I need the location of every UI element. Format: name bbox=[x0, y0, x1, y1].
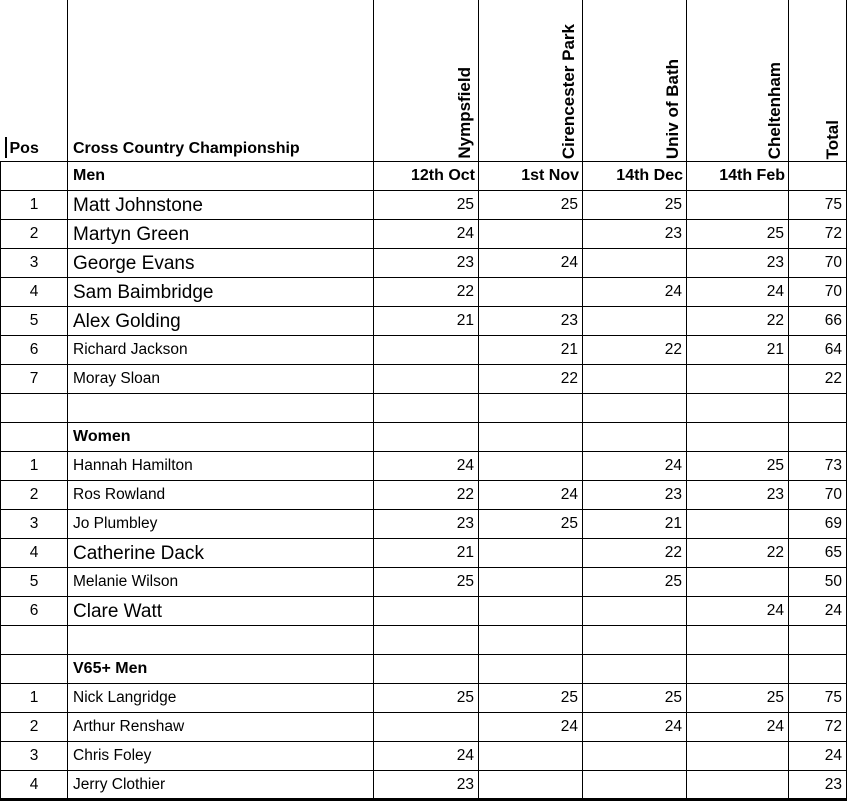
score-cell: 22 bbox=[374, 481, 479, 510]
score-cell bbox=[479, 278, 583, 307]
venue-label-cheltenham: Cheltenham bbox=[765, 61, 784, 159]
score-cell bbox=[479, 220, 583, 249]
entry-row bbox=[1, 684, 847, 713]
venue-header-cirencester-park bbox=[479, 0, 583, 162]
score-cell: 24 bbox=[687, 278, 789, 307]
spacer-row bbox=[1, 626, 847, 655]
text-cursor bbox=[5, 137, 7, 158]
score-cell bbox=[687, 365, 789, 394]
pos-cell: 2 bbox=[1, 713, 68, 742]
athlete-name: Clare Watt bbox=[68, 597, 374, 626]
section-label: V65+ Men bbox=[68, 655, 374, 684]
score-cell bbox=[374, 597, 479, 626]
total-cell: 70 bbox=[789, 481, 847, 510]
score-cell: 24 bbox=[479, 249, 583, 278]
pos-cell: 4 bbox=[1, 278, 68, 307]
date-cell: 14th Feb bbox=[687, 162, 789, 191]
pos-cell: 6 bbox=[1, 336, 68, 365]
total-header-cell bbox=[789, 0, 847, 162]
athlete-name: Matt Johnstone bbox=[68, 191, 374, 220]
entry-row bbox=[1, 452, 847, 481]
date-cell: 1st Nov bbox=[479, 162, 583, 191]
date-cell bbox=[374, 423, 479, 452]
score-cell bbox=[687, 742, 789, 771]
athlete-name: Hannah Hamilton bbox=[68, 452, 374, 481]
total-cell: 65 bbox=[789, 539, 847, 568]
total-cell: 70 bbox=[789, 278, 847, 307]
pos-cell: 7 bbox=[1, 365, 68, 394]
score-cell bbox=[687, 626, 789, 655]
total-cell bbox=[789, 423, 847, 452]
date-cell bbox=[583, 655, 687, 684]
total-cell: 75 bbox=[789, 191, 847, 220]
entry-row bbox=[1, 742, 847, 771]
total-cell: 75 bbox=[789, 684, 847, 713]
name-cell bbox=[68, 394, 374, 423]
score-cell bbox=[687, 510, 789, 539]
score-cell: 23 bbox=[583, 220, 687, 249]
header-row bbox=[1, 0, 847, 162]
pos-cell: 5 bbox=[1, 568, 68, 597]
score-cell: 21 bbox=[374, 539, 479, 568]
total-cell bbox=[789, 162, 847, 191]
date-cell: 12th Oct bbox=[374, 162, 479, 191]
score-cell: 22 bbox=[687, 539, 789, 568]
section-row bbox=[1, 423, 847, 452]
score-cell: 25 bbox=[374, 568, 479, 597]
score-cell bbox=[479, 742, 583, 771]
total-cell: 24 bbox=[789, 597, 847, 626]
entry-row bbox=[1, 220, 847, 249]
pos-cell bbox=[1, 655, 68, 684]
athlete-name: Moray Sloan bbox=[68, 365, 374, 394]
total-cell: 64 bbox=[789, 336, 847, 365]
score-cell: 23 bbox=[374, 249, 479, 278]
score-cell bbox=[687, 191, 789, 220]
score-cell: 25 bbox=[374, 191, 479, 220]
score-cell bbox=[374, 626, 479, 655]
entry-row bbox=[1, 278, 847, 307]
pos-cell bbox=[1, 626, 68, 655]
venue-header-cheltenham bbox=[687, 0, 789, 162]
pos-header-label: Pos bbox=[9, 139, 39, 157]
score-cell bbox=[583, 597, 687, 626]
score-cell: 23 bbox=[583, 481, 687, 510]
venue-header-univ-of-bath bbox=[583, 0, 687, 162]
score-cell: 25 bbox=[479, 510, 583, 539]
score-cell bbox=[583, 626, 687, 655]
athlete-name: Melanie Wilson bbox=[68, 568, 374, 597]
pos-cell: 3 bbox=[1, 249, 68, 278]
entry-row bbox=[1, 597, 847, 626]
entry-row bbox=[1, 481, 847, 510]
score-cell: 22 bbox=[687, 307, 789, 336]
athlete-name: Alex Golding bbox=[68, 307, 374, 336]
athlete-name: Ros Rowland bbox=[68, 481, 374, 510]
pos-cell bbox=[1, 162, 68, 191]
date-cell bbox=[583, 423, 687, 452]
total-cell: 69 bbox=[789, 510, 847, 539]
section-row bbox=[1, 162, 847, 191]
score-cell: 21 bbox=[479, 336, 583, 365]
score-cell bbox=[479, 394, 583, 423]
score-cell: 25 bbox=[583, 568, 687, 597]
score-cell bbox=[479, 597, 583, 626]
date-cell bbox=[374, 655, 479, 684]
score-cell bbox=[479, 626, 583, 655]
entry-row bbox=[1, 713, 847, 742]
score-cell: 25 bbox=[687, 684, 789, 713]
score-cell bbox=[479, 568, 583, 597]
entry-row bbox=[1, 539, 847, 568]
athlete-name: Jo Plumbley bbox=[68, 510, 374, 539]
score-cell bbox=[583, 365, 687, 394]
score-cell: 25 bbox=[479, 191, 583, 220]
venue-header-nympsfield bbox=[374, 0, 479, 162]
entry-row bbox=[1, 510, 847, 539]
pos-cell: 2 bbox=[1, 220, 68, 249]
total-cell: 24 bbox=[789, 742, 847, 771]
score-cell: 25 bbox=[583, 191, 687, 220]
title-header-cell bbox=[68, 0, 374, 162]
pos-cell bbox=[1, 394, 68, 423]
pos-cell: 3 bbox=[1, 742, 68, 771]
score-cell bbox=[374, 336, 479, 365]
athlete-name: Nick Langridge bbox=[68, 684, 374, 713]
score-cell bbox=[583, 394, 687, 423]
pos-cell: 1 bbox=[1, 684, 68, 713]
score-cell: 24 bbox=[374, 742, 479, 771]
score-cell bbox=[479, 452, 583, 481]
results-body bbox=[1, 162, 847, 800]
total-cell: 66 bbox=[789, 307, 847, 336]
score-cell: 23 bbox=[374, 771, 479, 800]
score-cell: 22 bbox=[583, 539, 687, 568]
total-cell: 50 bbox=[789, 568, 847, 597]
section-label: Women bbox=[68, 423, 374, 452]
entry-row bbox=[1, 365, 847, 394]
score-cell: 22 bbox=[374, 278, 479, 307]
score-cell: 24 bbox=[479, 481, 583, 510]
athlete-name: Catherine Dack bbox=[68, 539, 374, 568]
pos-cell: 4 bbox=[1, 539, 68, 568]
score-cell: 25 bbox=[687, 220, 789, 249]
score-cell: 23 bbox=[479, 307, 583, 336]
total-cell: 73 bbox=[789, 452, 847, 481]
athlete-name: Sam Baimbridge bbox=[68, 278, 374, 307]
athlete-name: Richard Jackson bbox=[68, 336, 374, 365]
athlete-name: Arthur Renshaw bbox=[68, 713, 374, 742]
venue-label-univ-of-bath: Univ of Bath bbox=[663, 58, 682, 159]
score-cell: 25 bbox=[687, 452, 789, 481]
score-cell bbox=[374, 365, 479, 394]
score-cell: 21 bbox=[583, 510, 687, 539]
venue-label-cirencester-park: Cirencester Park bbox=[559, 23, 578, 159]
entry-row bbox=[1, 336, 847, 365]
score-cell bbox=[374, 394, 479, 423]
score-cell: 24 bbox=[687, 597, 789, 626]
score-cell: 23 bbox=[374, 510, 479, 539]
athlete-name: Chris Foley bbox=[68, 742, 374, 771]
total-header-label: Total bbox=[823, 119, 842, 159]
entry-row bbox=[1, 191, 847, 220]
table-header bbox=[1, 0, 847, 162]
entry-row bbox=[1, 771, 847, 800]
date-cell: 14th Dec bbox=[583, 162, 687, 191]
venue-label-nympsfield: Nympsfield bbox=[455, 67, 474, 159]
pos-header-cell bbox=[1, 0, 68, 162]
pos-cell bbox=[1, 423, 68, 452]
spacer-row bbox=[1, 394, 847, 423]
score-cell: 25 bbox=[583, 684, 687, 713]
score-cell: 25 bbox=[374, 684, 479, 713]
entry-row bbox=[1, 307, 847, 336]
section-row bbox=[1, 655, 847, 684]
score-cell: 21 bbox=[374, 307, 479, 336]
score-cell bbox=[687, 394, 789, 423]
athlete-name: George Evans bbox=[68, 249, 374, 278]
score-cell: 24 bbox=[583, 278, 687, 307]
score-cell bbox=[374, 713, 479, 742]
score-cell: 24 bbox=[583, 452, 687, 481]
score-cell bbox=[479, 539, 583, 568]
date-cell bbox=[479, 423, 583, 452]
pos-cell: 2 bbox=[1, 481, 68, 510]
total-cell: 70 bbox=[789, 249, 847, 278]
score-cell: 24 bbox=[374, 220, 479, 249]
pos-cell: 1 bbox=[1, 191, 68, 220]
date-cell bbox=[687, 655, 789, 684]
score-cell bbox=[687, 771, 789, 800]
total-cell: 23 bbox=[789, 771, 847, 800]
score-cell: 22 bbox=[583, 336, 687, 365]
athlete-name: Martyn Green bbox=[68, 220, 374, 249]
score-cell: 23 bbox=[687, 481, 789, 510]
score-cell: 25 bbox=[479, 684, 583, 713]
name-cell bbox=[68, 626, 374, 655]
date-cell bbox=[479, 655, 583, 684]
score-cell: 24 bbox=[479, 713, 583, 742]
athlete-name: Jerry Clothier bbox=[68, 771, 374, 800]
score-cell bbox=[583, 771, 687, 800]
total-cell: 22 bbox=[789, 365, 847, 394]
date-cell bbox=[687, 423, 789, 452]
total-cell: 72 bbox=[789, 713, 847, 742]
total-cell bbox=[789, 394, 847, 423]
pos-cell: 5 bbox=[1, 307, 68, 336]
total-cell: 72 bbox=[789, 220, 847, 249]
pos-cell: 4 bbox=[1, 771, 68, 800]
score-cell: 21 bbox=[687, 336, 789, 365]
score-cell: 24 bbox=[374, 452, 479, 481]
score-cell: 24 bbox=[687, 713, 789, 742]
entry-row bbox=[1, 249, 847, 278]
score-cell bbox=[687, 568, 789, 597]
score-cell bbox=[479, 771, 583, 800]
score-cell bbox=[583, 307, 687, 336]
section-label: Men bbox=[68, 162, 374, 191]
pos-cell: 3 bbox=[1, 510, 68, 539]
total-cell bbox=[789, 626, 847, 655]
pos-cell: 1 bbox=[1, 452, 68, 481]
pos-cell: 6 bbox=[1, 597, 68, 626]
score-cell: 23 bbox=[687, 249, 789, 278]
championship-title: Cross Country Championship bbox=[73, 139, 300, 157]
score-cell: 22 bbox=[479, 365, 583, 394]
entry-row bbox=[1, 568, 847, 597]
score-cell bbox=[583, 742, 687, 771]
score-cell bbox=[583, 249, 687, 278]
total-cell bbox=[789, 655, 847, 684]
score-cell: 24 bbox=[583, 713, 687, 742]
